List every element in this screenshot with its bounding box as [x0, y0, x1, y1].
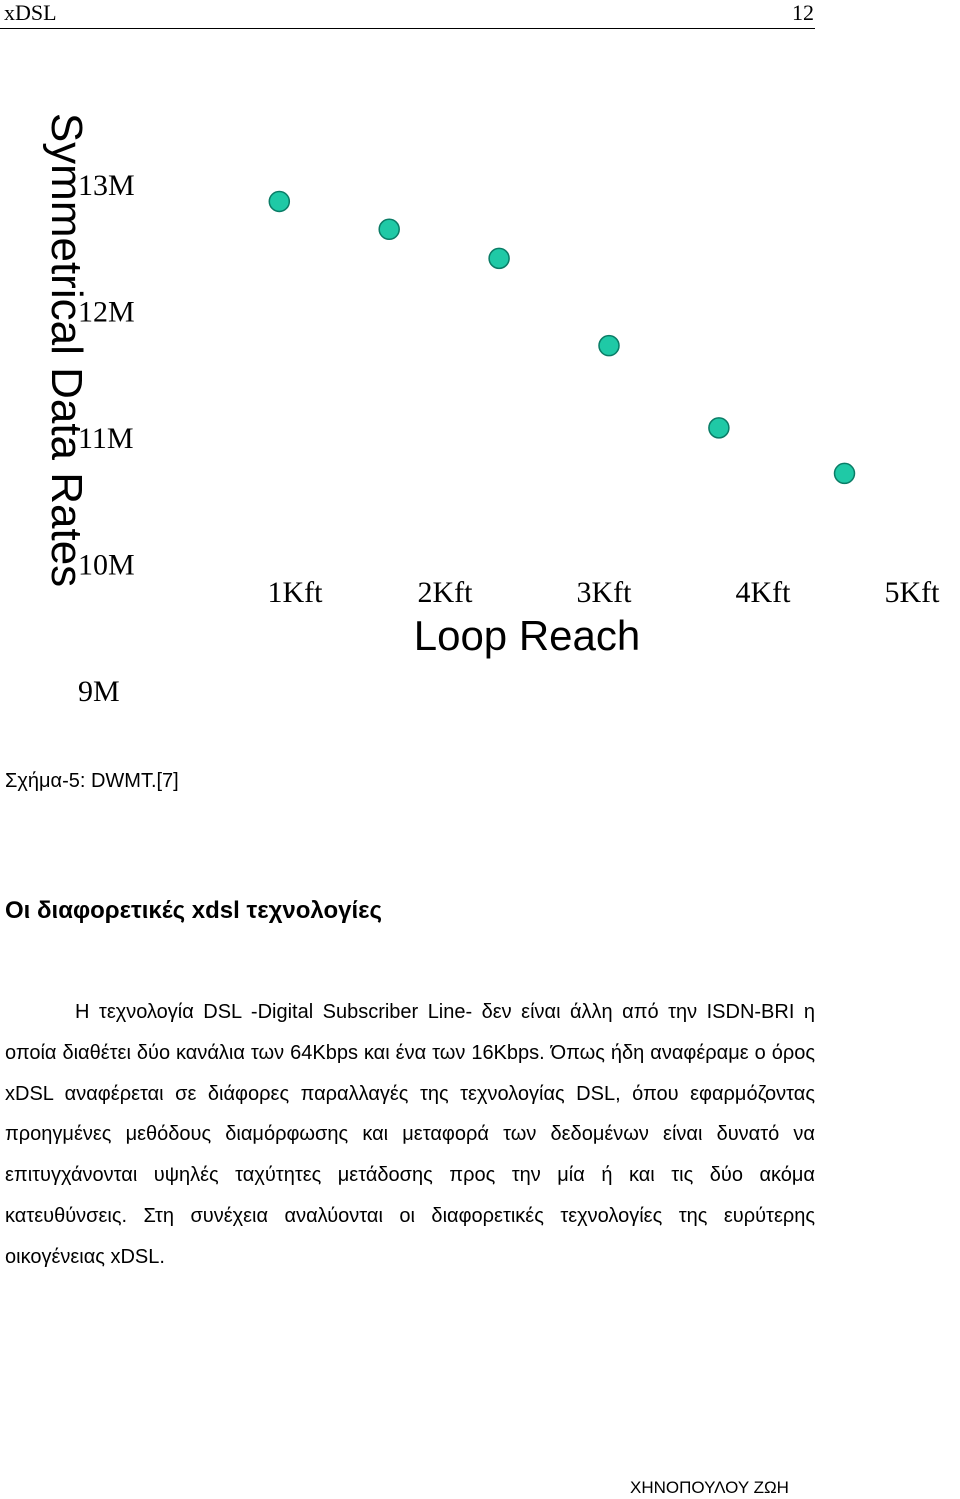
header-title: xDSL: [4, 0, 57, 25]
x-tick-label: 4Kft: [735, 576, 791, 609]
page-footer: ΧΗΝΟΠΟΥΛΟΥ ΖΩΗ: [630, 1478, 789, 1497]
data-point: [709, 418, 729, 438]
body-paragraph: Η τεχνολογία DSL -Digital Subscriber Line- δεν είναι άλλη από την ISDN-BRI η οποία διαθέτει δύο κανάλια των 64Kbps και ένα των 16Kbps. Όπως ήδη αναφέραμε ο όρος xDSL αναφέρεται σε διάφορες παραλλαγές της τεχνολογίας DSL, όπου εφαρμόζοντας προηγμένες μεθόδους διαμόρφωσης και μεταφορά των δεδομένων είναι δυνατό να επιτυγχάνονται υψηλές ταχύτητες μετάδοσης προς την μία ή και τις δύο ακόμα κατευθύνσεις. Στη συνέχεια αναλύονται οι διαφορετικές τεχνολογίες της ευρύτερης οικογένειας xDSL.: [5, 1001, 815, 1268]
figure-caption: Σχήμα-5: DWMT.[7]: [5, 770, 179, 792]
y-tick-label: 10M: [78, 548, 135, 582]
data-point: [269, 191, 289, 211]
section-heading: Οι διαφορετικές xdsl τεχνολογίες: [5, 897, 383, 924]
x-tick-label: 5Kft: [884, 576, 940, 609]
page-number: 12: [792, 0, 814, 25]
data-point: [599, 336, 619, 356]
header-rule: [0, 28, 815, 29]
y-tick-label: 12M: [78, 295, 135, 329]
x-axis-label: Loop Reach: [413, 612, 641, 659]
y-tick-label: 13M: [78, 169, 135, 202]
x-tick-labels: [268, 576, 941, 609]
data-point: [379, 219, 399, 239]
scatter-chart: [0, 80, 960, 720]
data-point: [489, 248, 509, 268]
x-tick-label: 2Kft: [417, 576, 473, 609]
x-tick-label: 1Kft: [267, 576, 323, 609]
data-points: [269, 191, 854, 483]
y-tick-label: 9M: [78, 675, 120, 708]
data-point: [835, 463, 855, 483]
y-tick-label: 11M: [78, 422, 134, 455]
x-tick-label: 3Kft: [576, 576, 632, 609]
y-axis-label: Symmetrical Data Rates: [42, 112, 91, 588]
page-header: [0, 0, 960, 30]
